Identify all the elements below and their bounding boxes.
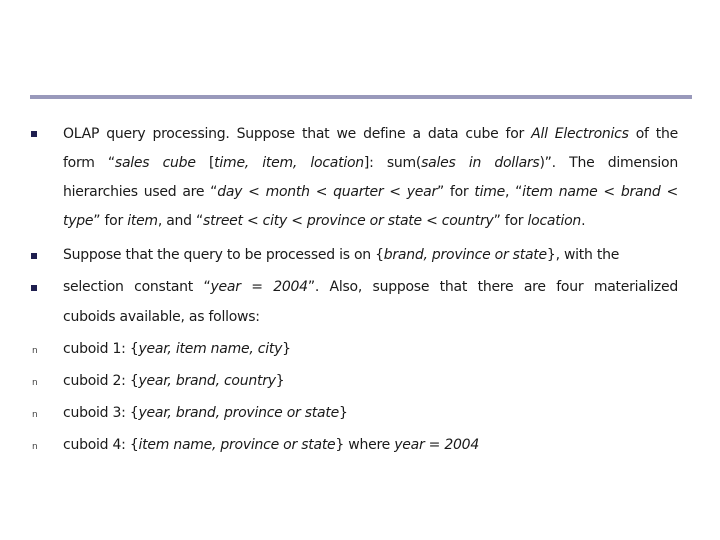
bullet2-line1: Suppose that the query to be processed is on {brand, province or state}, with the bbox=[63, 247, 620, 263]
bullet1-line1: OLAP query processing. Suppose that we define a data cube for All Electronics of the bbox=[63, 126, 678, 142]
bullet3-line2: cuboids available, as follows: bbox=[63, 309, 260, 325]
sub-bullet-icon: n bbox=[32, 378, 38, 388]
sub-bullet-icon: n bbox=[32, 410, 38, 420]
sub-bullet-icon: n bbox=[32, 346, 38, 356]
bullet3-line1: selection constant “year = 2004”. Also, suppose that there are four materialized bbox=[63, 279, 678, 295]
bullet-square-icon bbox=[31, 253, 37, 259]
bullet1-line2: form “sales cube [time, item, location]: sum(sales in dollars)”. The dimension bbox=[63, 155, 678, 171]
cuboid-item-4: cuboid 4: {item name, province or state} where year = 2004 bbox=[63, 437, 479, 453]
bullet1-line3: hierarchies used are “day < month < quarter < year” for time, “item name < brand < bbox=[63, 184, 678, 200]
bullet1-line4: type” for item, and “street < city < province or state < country” for location. bbox=[63, 213, 586, 229]
cuboid-item-2: cuboid 2: {year, brand, country} bbox=[63, 373, 285, 389]
bullet-square-icon bbox=[31, 131, 37, 137]
sub-bullet-icon: n bbox=[32, 442, 38, 452]
cuboid-item-1: cuboid 1: {year, item name, city} bbox=[63, 341, 291, 357]
cuboid-item-3: cuboid 3: {year, brand, province or state} bbox=[63, 405, 348, 421]
bullet-square-icon bbox=[31, 285, 37, 291]
header-rule bbox=[30, 95, 692, 99]
